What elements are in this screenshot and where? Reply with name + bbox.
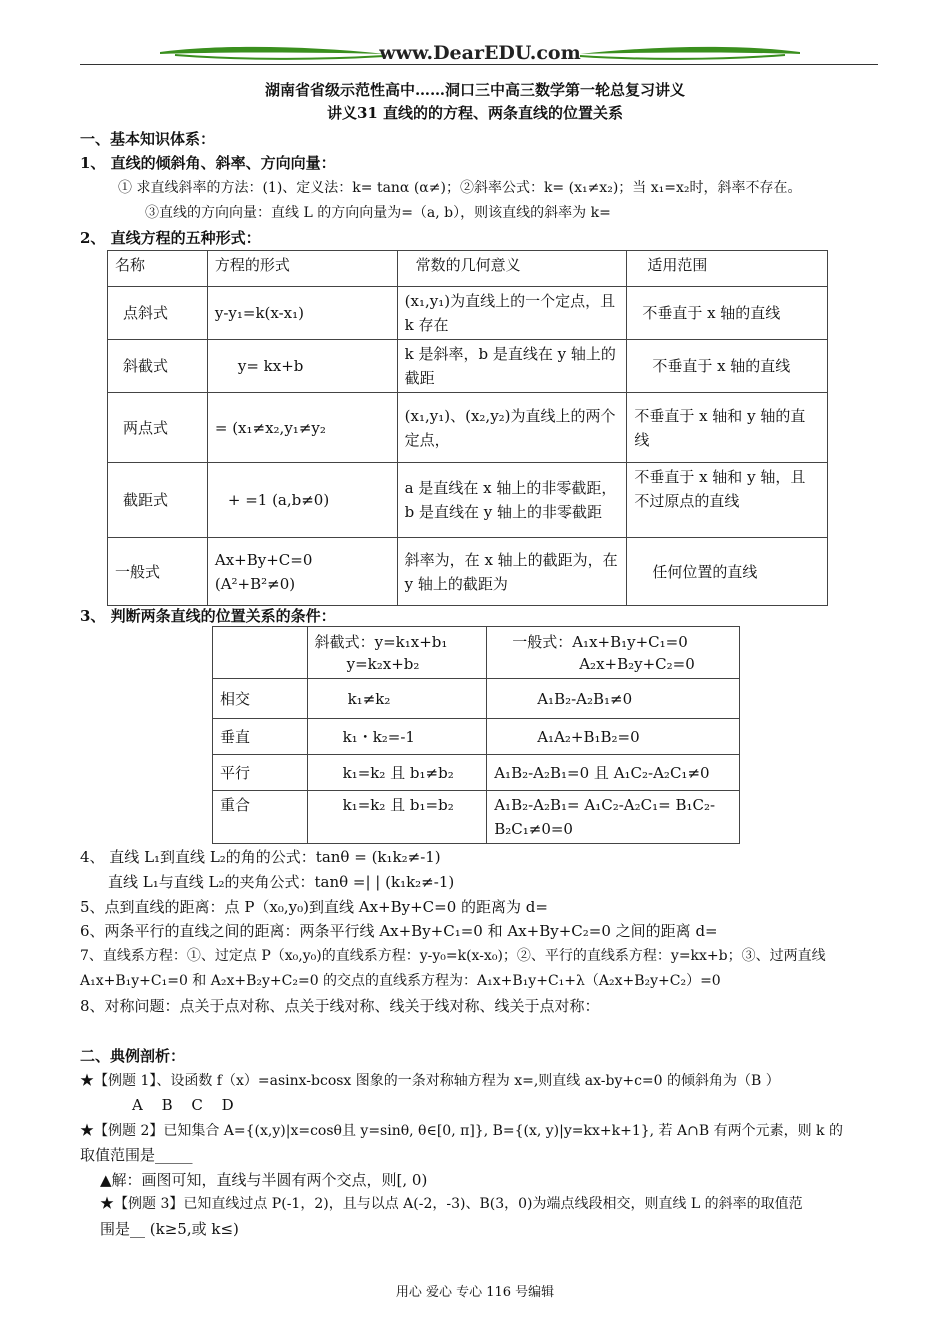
site-banner <box>160 40 800 66</box>
table-row: 相交 k₁≠k₂ A₁B₂-A₂B₁≠0 <box>213 679 740 719</box>
item4-line1: 4、 直线 L₁到直线 L₂的角的公式：tanθ = (k₁k₂≠-1) <box>80 848 441 866</box>
example1-options: A B C D <box>132 1096 234 1114</box>
example2-line2: 取值范围是_____ <box>80 1146 193 1164</box>
item4-line2: 直线 L₁与直线 L₂的夹角公式：tanθ =| | (k₁k₂≠-1) <box>108 873 455 891</box>
item1-line2: ③直线的方向向量：直线 L 的方向向量为=（a, b），则该直线的斜率为 k= <box>145 205 611 221</box>
general-form-header: 一般式：A₁x+B₁y+C₁=0 A₂x+B₂y+C₂=0 <box>487 627 740 679</box>
table-row: 斜截式 y= kx+b k 是斜率，b 是直线在 y 轴上的截距 不垂直于 x 轴的直线 <box>108 340 828 393</box>
section1-heading: 一、基本知识体系： <box>80 130 216 148</box>
table-row: 重合 k₁=k₂ 且 b₁=b₂ A₁B₂-A₂B₁= A₁C₂-A₂C₁= B₁C₂-B₂C₁≠0=0 <box>213 791 740 844</box>
table-row: 垂直 k₁・k₂=-1 A₁A₂+B₁B₂=0 <box>213 719 740 755</box>
line-forms-table <box>107 250 828 606</box>
col-meaning: 常数的几何意义 <box>397 251 627 287</box>
site-name: www.DearEDU.com <box>379 42 581 64</box>
item1-line1: ① 求直线斜率的方法：(1)、定义法：k= tanα (α≠)；②斜率公式：k= (x₁≠x₂)；当 x₁=x₂时，斜率不存在。 <box>118 180 802 196</box>
header-rule <box>80 64 878 65</box>
item8: 8、对称问题：点关于点对称、点关于线对称、线关于线对称、线关于点对称： <box>80 997 600 1015</box>
col-name: 名称 <box>108 251 208 287</box>
item6: 6、两条平行的直线之间的距离：两条平行线 Ax+By+C₁=0 和 Ax+By+C₂=0 之间的距离 d= <box>80 922 718 940</box>
col-form: 方程的形式 <box>207 251 397 287</box>
item5: 5、点到直线的距离：点 P（x₀,y₀)到直线 Ax+By+C=0 的距离为 d= <box>80 898 548 916</box>
item7-line2: A₁x+B₁y+C₁=0 和 A₂x+B₂y+C₂=0 的交点的直线系方程为：A₁x+B₁y+C₁+λ（A₂x+B₂y+C₂）=0 <box>80 973 721 989</box>
table-row: 点斜式 y-y₁=k(x-x₁) (x₁,y₁)为直线上的一个定点，且 k 存在 不垂直于 x 轴的直线 <box>108 287 828 340</box>
item1-heading: 1、 直线的倾斜角、斜率、方向向量： <box>80 154 336 172</box>
item3-heading: 3、 判断两条直线的位置关系的条件： <box>80 607 336 625</box>
section2-heading: 二、典例剖析： <box>80 1047 186 1065</box>
table-row: 一般式 Ax+By+C=0 (A²+B²≠0) 斜率为，在 x 轴上的截距为，在 y 轴上的截距为 任何位置的直线 <box>108 538 828 606</box>
lecture-title: 讲义31 直线的的方程、两条直线的位置关系 <box>326 104 624 122</box>
example3-line2: 围是__ (k≥5,或 k≤) <box>100 1220 239 1238</box>
table-row: 截距式 + =1 (a,b≠0) a 是直线在 x 轴上的非零截距，b 是直线在 y 轴上的非零截距 不垂直于 x 轴和 y 轴，且不过原点的直线 <box>108 463 828 538</box>
table-row: 两点式 = (x₁≠x₂,y₁≠y₂ (x₁,y₁)、(x₂,y₂)为直线上的两个定点， 不垂直于 x 轴和 y 轴的直线 <box>108 393 828 463</box>
item7-line1: 7、直线系方程：①、过定点 P（x₀,y₀)的直线系方程：y-y₀=k(x-x₀)；②、平行的直线系方程：y=kx+b；③、过两直线 <box>80 948 826 964</box>
example2-line1: ★【例题 2】已知集合 A={(x,y)|x=cosθ且 y=sinθ, θ∈[0, π]}, B={(x, y)|y=kx+k+1}, 若 A∩B 有两个元素，则 k 的 <box>80 1123 843 1139</box>
page-footer: 用心 爱心 专心 116 号编辑 <box>395 1285 555 1300</box>
item2-heading: 2、 直线方程的五种形式： <box>80 229 261 247</box>
table-header-row <box>108 251 828 287</box>
slope-form-header: 斜截式：y=k₁x+b₁ y=k₂x+b₂ <box>307 627 487 679</box>
example1: ★【例题 1】、设函数 f（x）=asinx-bcosx 图象的一条对称轴方程为 x=,则直线 ax-by+c=0 的倾斜角为（B ） <box>80 1073 780 1089</box>
col-scope: 适用范围 <box>627 251 828 287</box>
example3-line1: ★【例题 3】已知直线过点 P(-1，2)，且与以点 A(-2，-3)、B(3，0)为端点线段相交，则直线 L 的斜率的取值范 <box>100 1196 803 1212</box>
table-row: 平行 k₁=k₂ 且 b₁≠b₂ A₁B₂-A₂B₁=0 且 A₁C₂-A₂C₁≠0 <box>213 755 740 791</box>
solution2: ▲解：画图可知，直线与半圆有两个交点，则[, 0) <box>100 1171 428 1189</box>
doc-title: 湖南省省级示范性高中……洞口三中高三数学第一轮总复习讲义 <box>264 81 685 99</box>
table-header-row <box>213 627 740 679</box>
relation-table <box>212 626 740 844</box>
